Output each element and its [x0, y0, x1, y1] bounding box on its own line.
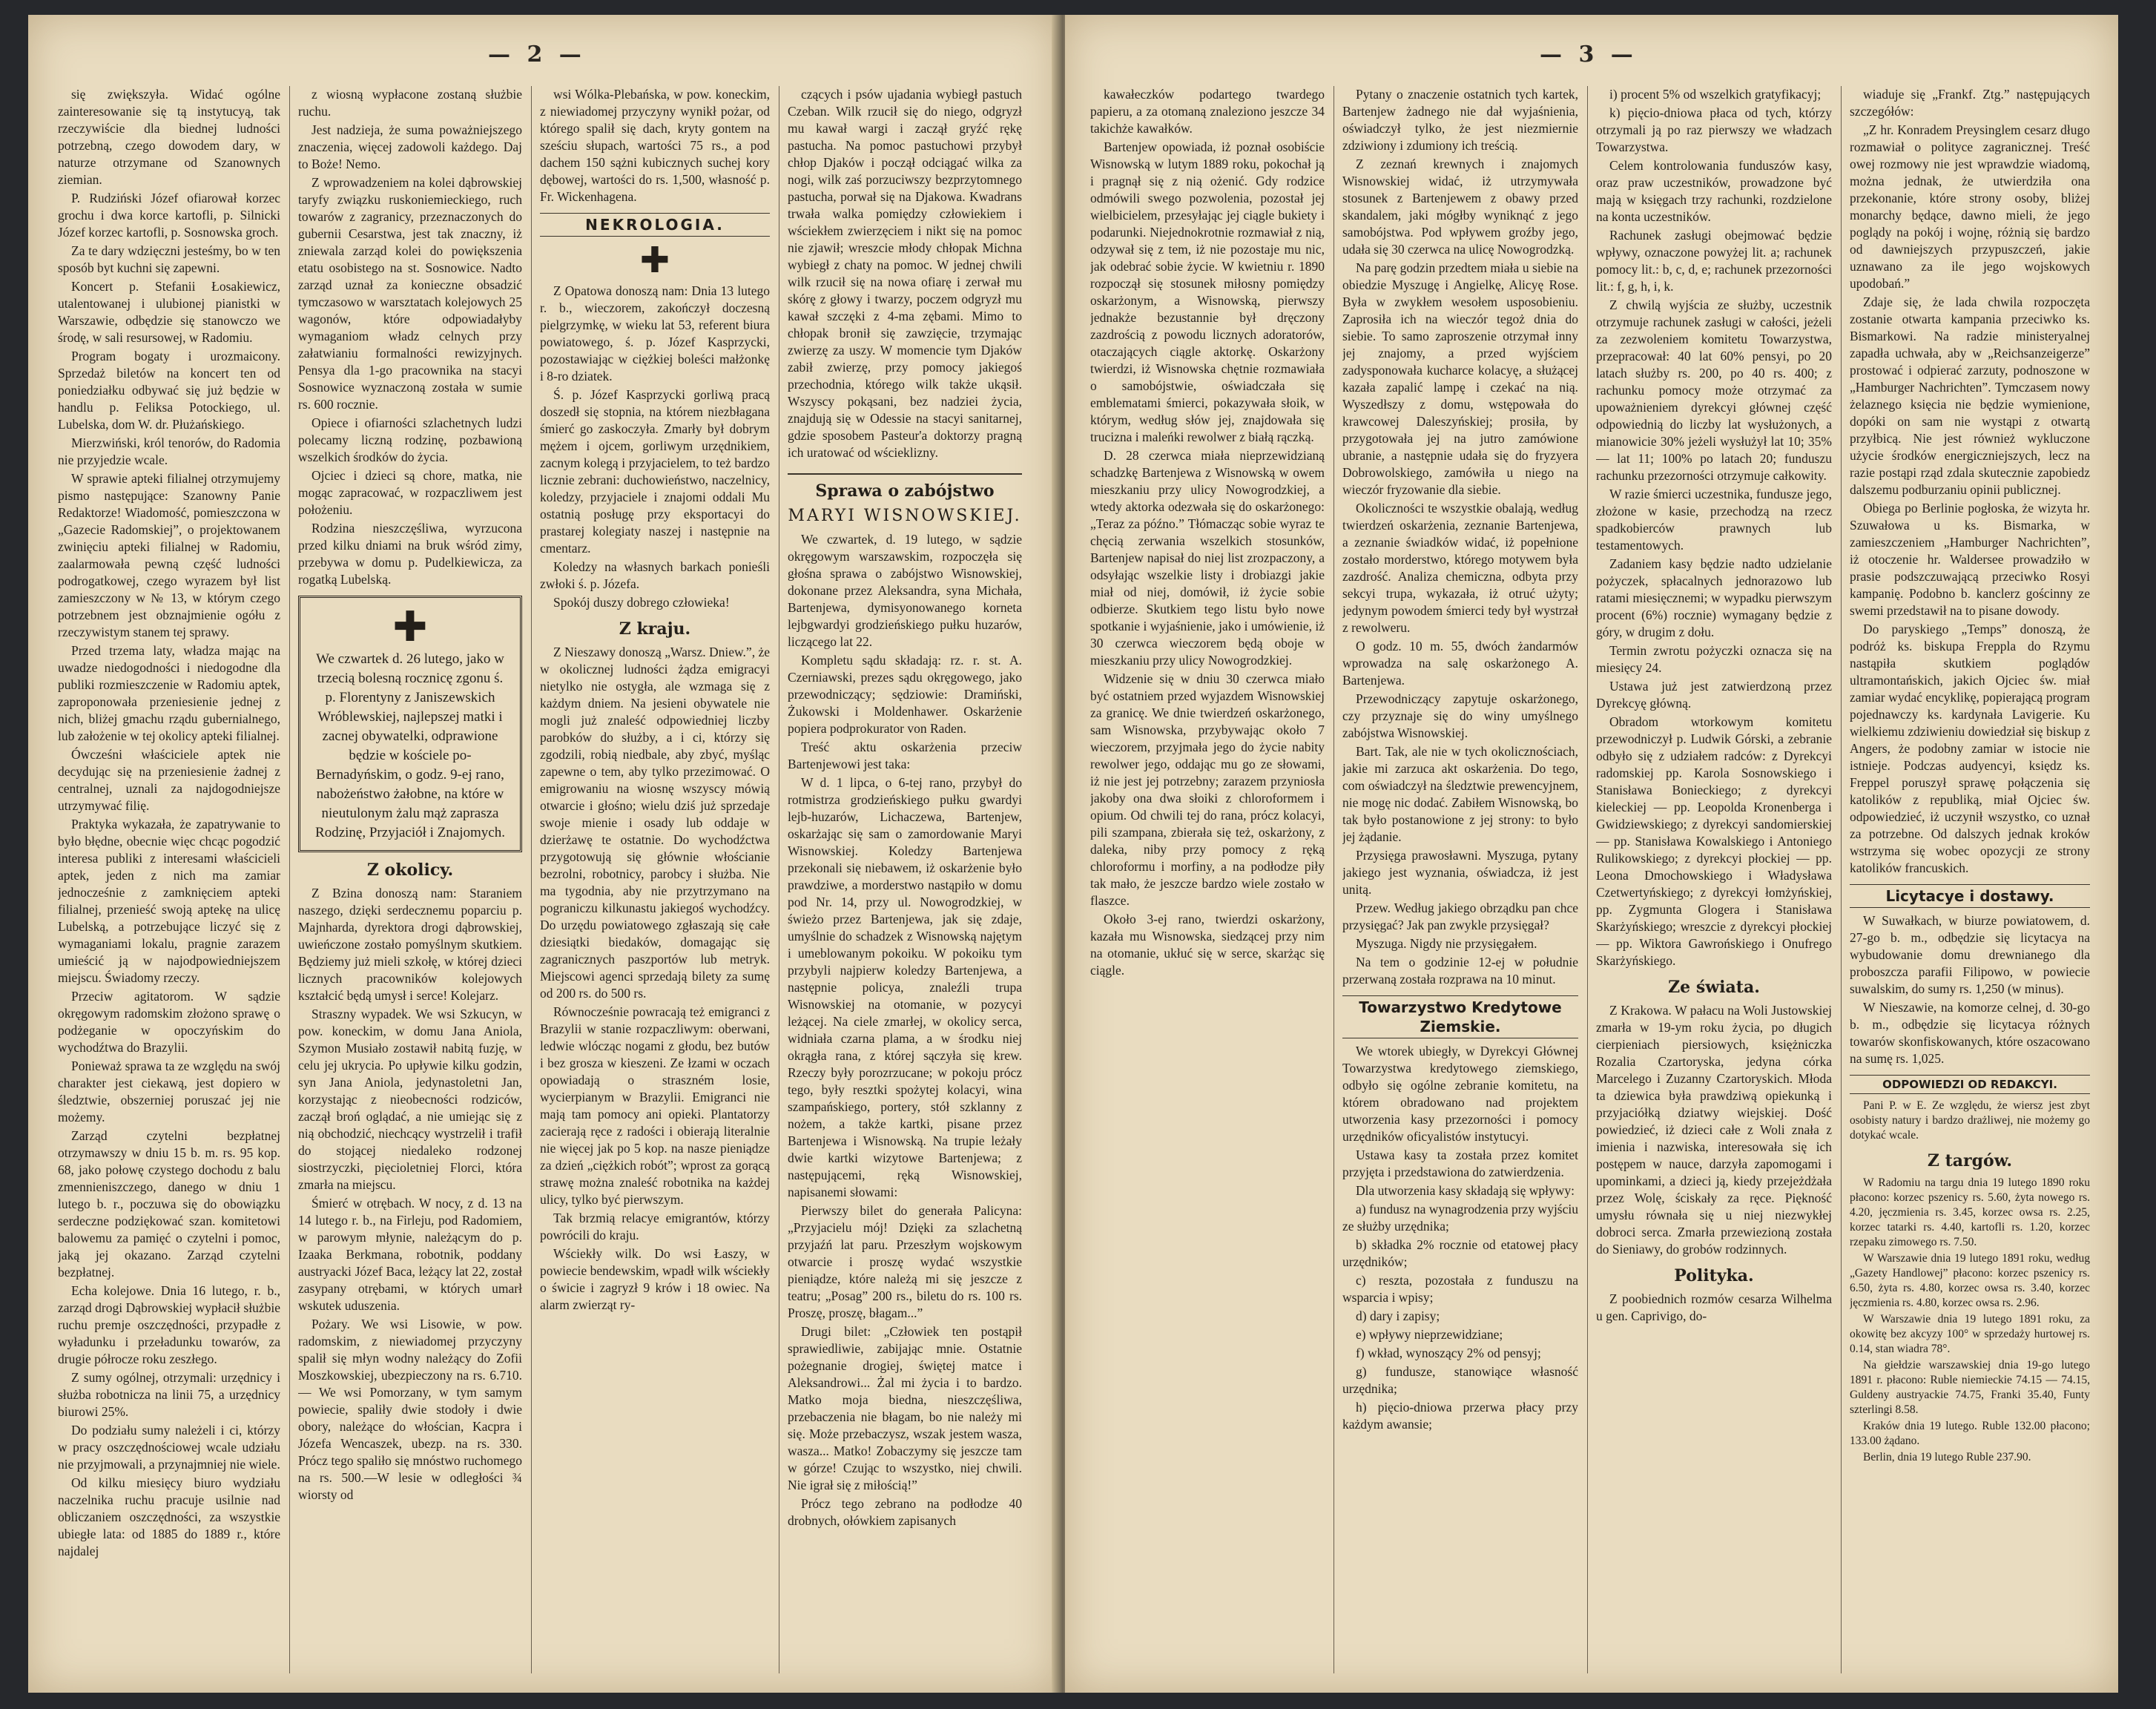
article-paragraph: W Nieszawie, na komorze celnej, d. 30-go b. m., odbędzie się licytacya różnych towarów skonfiskowanych, które oszacowano na sumę rs. 1,025.	[1850, 1000, 2090, 1066]
sprawa-body	[788, 531, 1022, 1529]
article-paragraph: Do paryskiego „Temps” donoszą, że podróż ks. biskupa Freppla do Rzymu nastąpiła skutkiem poglądów ultramontańskich, jakich Ojciec św. miał zamiar wydać encyklikę, popierającą program pojednawczy ks. kardynała Lavigerie. Ku wielkiemu zdziwieniu dowiedział się biskup z Angers, że podobny zamiar w istocie nie istnieje. Podczas audyencyi, księdz ks. Freppel poruszył sprawę połączenia się katolików z republiką, miał Ojciec św. odpowiedzieć, iż uczynił wszystko, co uznał za potrzebne. Od dalszych jednak kroków wstrzyma się wobec opozycji ze strony katolików francuskich.	[1850, 622, 2090, 875]
section-subheading-sprawa: MARYI WISNOWSKIEJ.	[788, 507, 1022, 525]
article-paragraph: W Suwałkach, w biurze powiatowem, d. 27-go b. m., odbędzie się licytacya na wybudowanie domu drewnianego dla proboszcza parafii Filipowo, w powiecie suwalskim, do sumy rs. 1,250 (w minus).	[1850, 913, 2090, 996]
licytacye-body	[1850, 912, 2090, 1067]
article-paragraph: Celem kontrolowania funduszów kasy, oraz praw uczestników, prowadzone być mają w księgach trzy rachunki, rozdzielone na konta uczestników.	[1596, 158, 1832, 224]
article-paragraph: Ówcześni właściciele aptek nie decydując się na przeniesienie żadnej z centralnej, uznali za najdogodniejsze utrzymywać filię.	[58, 747, 280, 813]
article-paragraph: d) dary i zapisy;	[1356, 1308, 1440, 1323]
article-paragraph: Z Bzina donoszą nam: Staraniem naszego, dzięki serdecznemu poparciu p. Majnharda, dyrektora drogi dąbrowskiej, uwieńczone zostało pomyślnym skutkiem. Będziemy już mieli szkołę, w której dzieci licznych pracowników kolejowych kształcić będą umysł i serce! Kolejarz.	[298, 886, 522, 1003]
article-paragraph: Pytany o znaczenie ostatnich tych kartek, Bartenjew żadnego nie dał wyjaśnienia, oświadczył tylko, że jest niezmiernie zdziwiony i zdumiony ich treścią.	[1342, 87, 1578, 153]
article-paragraph: Mierzwiński, król tenorów, do Radomia nie przyjedzie wcale.	[58, 435, 280, 467]
article-paragraph: k) pięcio-dniowa płaca od tych, którzy otrzymali ją po raz pierwszy we władzach Towarzystwa.	[1596, 105, 1832, 154]
article-paragraph: Z poobiednich rozmów cesarza Wilhelma u gen. Caprivigo, do-	[1596, 1291, 1832, 1323]
article-paragraph: Od kilku miesięcy biuro wydziału naczelnika ruchu pracuje usilnie nad obliczaniem oszczędności, za wszystkie ubiegłe lata: od 1885 do 1889 r., które najdalej	[58, 1475, 280, 1558]
article-paragraph: c) reszta, pozostała z funduszu na wsparcia i wpisy;	[1342, 1273, 1578, 1305]
article-paragraph: Zarząd czytelni bezpłatnej otrzymawszy w dniu 15 b. m. rs. 95 kop. 68, jako połowę czystego dochodu z balu zmennieniszczego, danego w dniu 1 lutego b. r., poczuwa się do obowiązku serdeczne podziękować szan. komitetowi balowemu za pamięć o czytelni i pomoc, jaką jej okazano. Zarząd czytelni bezpłatnej.	[58, 1128, 280, 1280]
article-paragraph: Z Nieszawy donoszą „Warsz. Dniew.”, że w okolicznej ludności żądza emigracyi nietylko nie ostygła, ale wzmaga się z każdym dniem. Na jesieni obywatele nie mogli już znaleść odpowiedniej liczby parobków do służby, a i ci, którzy się zgodzili, robią niedbale, aby zbyć, myśląc zapewne o tem, aby tylko przezimować. O emigrowaniu na wiosnę wszyscy mówią otwarcie i głośno; wielu dziś już sprzedaje swoje mienie i osady lub oddaje w dzierżawę te ostatnie. Do wychodźctwa przygotowują się głównie włościanie bezrolni, robotnicy, parobcy i służba. Nie ma tygodnia, aby nie przytrzymano na pograniczu kilkunastu jakiegoś wychodźcy. Do urzędu powiatowego zgłaszają się całe dziesiątki biedaków, domagając się zagranicznych paszportów lub metryk. Miejscowi agenci sprzedają bilety za sumę od 200 rs. do 500 rs.	[540, 645, 770, 1001]
article-paragraph: D. 28 czerwca miała nieprzewidzianą schadzkę Bartenjewa z Wisnowską w owem mieszkaniu przy ulicy Nowogrodzkiej, a wtedy aktorka odezwała się do oskarżonego: „Teraz za późno.” Tłómacząc sobie wyraz te chęcią zerwania wszelkich stosunków, Bartenjew napisał do niej list zrozpaczony, a odsyłając wszelkie listy i drobiazgi jakie miał od niej, domówił, iż życie sobie odbierze. Skutkiem tego listu było nowe spotkanie i wyjaśnienie, jako i umówienie, iż 30 czerwca wieczorem będą oboje w mieszkaniu przy ulicy Nowogrodzkiej.	[1090, 448, 1325, 668]
section-heading-polityka: Polityka.	[1674, 1266, 1754, 1285]
article-paragraph: a) fundusz na wynagrodzenia przy wyjściu ze służby urzędnika;	[1342, 1202, 1578, 1234]
article-paragraph: Równocześnie powracają też emigranci z Brazylii w stanie rozpaczliwym: oberwani, ledwie wlócząc nogami z głodu, bez butów i bez grosza w kieszeni. Ze łzami w oczach opowiadają o straszném losie, wycierpianym w Brazylii. Emigranci nie mają tam pomocy ani opieki. Plantatorzy zacierają ręce z radości i obierają literalnie nie więcej jak po 5 kop. na nasze pieniądze za dzień „ciężkich robót”; wprost za gorącą strawę można znaleść robotnika na każdej ulicy, tylko być pierwszym.	[540, 1004, 770, 1207]
article-paragraph: We wtorek ubiegły, w Dyrekcyi Głównej Towarzystwa kredytowego ziemskiego, odbyło się ogólne zebranie komitetu, na którem obradowano nad projektem utworzenia kasy przezorności i pomocy urzędników oficyalistów instytucyi.	[1342, 1044, 1578, 1144]
article-paragraph: Praktyka wykazała, że zapatrywanie to było błędne, obecnie więc chcąc pogodzić interesa publiki z interesami właścicieli aptek, jeden z nich ma zamiar jednocześnie z zamknięciem apteki filialnej, przenieść swoją aptekę na ulicę Lubelską, a potrzebujące liczyć się z wymaganiami lokalu, pragnie zarazem umieścić ją w najodpowiedniejszem miejscu. Świadomy rzeczy.	[58, 817, 280, 985]
article-paragraph: Wściekły wilk. Do wsi Łaszy, w powiecie bendewskim, wpadł wilk wściekły o świcie i zagryzł 9 krów i 18 owiec. Na alarm zwierząt ry-	[540, 1246, 770, 1312]
article-paragraph: z wiosną wypłacone zostaną służbie ruchu.	[298, 87, 522, 119]
right-column-4	[1850, 86, 2090, 1673]
cross-icon: ✚	[392, 603, 428, 651]
kraj-body	[540, 644, 770, 1314]
article-paragraph: Ustawa już jest zatwierdzoną przez Dyrekcyę główną.	[1596, 679, 1832, 711]
article-paragraph: g) fundusze, stanowiące własność urzędnika;	[1342, 1364, 1578, 1396]
article-paragraph: „Z hr. Konradem Preysinglem cesarz długo rozmawiał o polityce zagranicznej. Treść owej rozmowy nie jest wprawdzie wiadomą, można jednak, że utwierdziła ona przekonanie, które strony osoby, bliżej monarchy będące, dawno mieli, że jego poglądy na pokój i wojnę, różnią się bardzo od dawniejszych przypuszczeń, jakie uznawano za ile jego wojskowych upodobań.”	[1850, 122, 2090, 291]
article-paragraph: W Radomiu na targu dnia 19 lutego 1890 roku płacono: korzec pszenicy rs. 5.60, żyta nowego rs. 4.20, jęczmienia rs. 3.45, korzec owsa rs. 2.25, korzec tatarki rs. 4.40, kartofli rs. 1.20, korzec rzepaku zimowego rs. 7.50.	[1850, 1176, 2090, 1248]
article-paragraph: Przysięga prawosławni. Myszuga, pytany jakiego jest wyznania, oświadcza, iż jest unitą.	[1342, 848, 1578, 897]
article-paragraph: Termin zwrotu pożyczki oznacza się na miesięcy 24.	[1596, 643, 1832, 675]
article-paragraph: Prócz tego zebrano na podłodze 40 drobnych, ołówkiem zapisanych	[788, 1496, 1022, 1528]
article-paragraph: Treść aktu oskarżenia przeciw Bartenjewowi jest taka:	[788, 740, 1022, 771]
article-paragraph: Berlin, dnia 19 lutego Ruble 237.90.	[1863, 1451, 2031, 1463]
left-column-4	[788, 86, 1022, 1673]
column-rule	[1841, 86, 1842, 1673]
right-column-3-top	[1596, 86, 1832, 969]
article-paragraph: Rodzina nieszczęśliwa, wyrzucona przed kilku dniami na bruk wśród zimy, przebywa w domu p. Pudelkiewicza, za rogatką Lubelską.	[298, 521, 522, 587]
article-paragraph: Na tem o godzinie 12-ej w południe przerwaną została rozprawa na 10 minut.	[1342, 955, 1578, 987]
article-paragraph: wsi Wólka-Plebańska, w pow. koneckim, z niewiadomej przyczyny wynikł pożar, od którego spalił się dach, kryty gontem na sześciu słupach, wartości 75 rs., a pod dachem 150 sążni kubicznych suchej kory dębowej, wartości do rs. 1,500, własność p. Fr. Wickenhagena.	[540, 87, 770, 204]
article-paragraph: P. Rudziński Józef ofiarował korzec grochu i dwa korce kartofli, p. Silnicki Józef korzec kartofli, p. Sosnowska groch.	[58, 191, 280, 240]
article-paragraph: h) pięcio-dniowa przerwa płacy przy każdym awansie;	[1342, 1400, 1578, 1432]
left-column-3	[540, 86, 770, 1673]
article-paragraph: Za te dary wdzięczni jesteśmy, bo w ten sposób byt kuchni się zapewni.	[58, 243, 280, 275]
left-column-4-top	[788, 86, 1022, 461]
article-paragraph: Tak brzmią relacye emigrantów, którzy powrócili do kraju.	[540, 1211, 770, 1242]
article-paragraph: Przed trzema laty, władza mając na uwadze niedogodności i niedogodne dla publiki rozmieszczenie w Radomiu aptek, zaproponowała przeniesienie jednej z nich, bliżej gmachu rządu gubernialnego, lub założenie w tej okolicy apteki filialnej.	[58, 643, 280, 743]
article-paragraph: Okoliczności te wszystkie obalają, według twierdzeń oskarżenia, zeznanie Bartenjewa, a zeznanie świadków widać, iż popełnione zostało morderstwo, którego motywem była zazdrość. Analiza chemiczna, odbyta przy sekcyi trupa, wykazała, iż otruć użyty; jedynym powodem śmierci tedy był wystrzał z rewolweru.	[1342, 501, 1578, 635]
article-paragraph: Na parę godzin przedtem miała u siebie na obiedzie Myszugę i Angielkę, Alicyę Rose. Była w zwykłem wesołem usposobieniu. Zaprosiła ich na wieczór tegoż dnia do siebie. To samo zaproszenie otrzymał inny jej znajomy, a przed wyjściem zadysponowała kucharce kolacyę, a służącej kazała zapalić lampę i czekać na nią. Wyszedłszy z domu, wstępowała do krawcowej Daleszyńskiej; prosiła, by przygotowała jej na jutro zamówione ubranie, a następnie udała się do fryzyera Dobrowolskiego, zamówiła u niego na wieczór fryzowanie dla siebie.	[1342, 260, 1578, 497]
right-column-2-top	[1342, 86, 1578, 988]
article-paragraph: Kraków dnia 19 lutego. Ruble 132.00 płacono; 133.00 żądano.	[1850, 1420, 2090, 1447]
article-paragraph: Spokój duszy dobrego człowieka!	[553, 595, 730, 610]
page-number-left: — 2 —	[488, 42, 586, 67]
section-heading-towarzystwo: Towarzystwo Kredytowe Ziemskie.	[1342, 995, 1578, 1038]
article-paragraph: Ustawa kasy ta została przez komitet przyjęta i przedstawiona do zatwierdzenia.	[1342, 1147, 1578, 1179]
right-column-1	[1090, 86, 1325, 1673]
article-paragraph: Ś. p. Józef Kasprzycki gorliwą pracą doszedł się stopnia, na którem niezbłagana śmierć go zaskoczyła. Zmarły był dobrym mężem i ojcem, gorliwym urzędnikiem, zacnym kolegą i przyjacielem, to też bardzo licznie zebrani: duchowieństwo, naczelnicy, koledzy, przyjaciele i znajomi oddali Mu ostatnią posługę przy eksportacyi do prastarej kolegiaty naszej i następnie na cmentarz.	[540, 387, 770, 556]
article-paragraph: W Warszawie dnia 19 lutego 1891 roku, za okowitę bez akcyzy 100° w sprzedaży hurtowej rs. 0.14, stan wiadra 78°.	[1850, 1313, 2090, 1355]
right-page	[1065, 15, 2118, 1693]
article-paragraph: Z wprowadzeniem na kolei dąbrowskiej taryfy związku ruskoniemieckiego, ruch towarów z zagranicy, przeznaczonych do gubernii Cesarstwa, jest tak znaczny, iż zniewala zarząd kolei do powiększenia etatu osobistego na st. Sosnowice. Nadto zarząd uznał za konieczne obsadzić tymczasowo w warsztatach kolejowych 25 wagonów, które odpowiadałyby wymaganiom władz celnych przy załatwianiu formalności rewizyjnych. Pensya dla 1-go pracownika na stacyi Sosnowice wyznaczoną została w sumie rs. 600 rocznie.	[298, 175, 522, 412]
left-column-1	[58, 86, 280, 1673]
article-paragraph: Myszuga. Nigdy nie przysięgałem.	[1356, 936, 1537, 951]
article-paragraph: e) wpływy nieprzewidziane;	[1356, 1327, 1503, 1342]
article-paragraph: Zadaniem kasy będzie nadto udzielanie pożyczek, spłacalnych jednorazowo lub ratami miesięcznemi; w wypadku pierwszym procent (6%) rocznie) wymagany będzie z góry, w drugim z dołu.	[1596, 556, 1832, 639]
article-paragraph: i) procent 5% od wszelkich gratyfikacyj;	[1609, 87, 1822, 102]
article-paragraph: b) składka 2% rocznie od etatowej płacy urzędników;	[1342, 1237, 1578, 1269]
right-column-3	[1596, 86, 1832, 1673]
section-heading-nekrologia: NEKROLOGIA.	[540, 213, 770, 237]
article-paragraph: Koledzy na własnych barkach ponieśli zwłoki ś. p. Józefa.	[540, 559, 770, 591]
left-column-2-top	[298, 86, 522, 588]
obituary-box	[298, 596, 522, 852]
article-paragraph: Do podziału sumy należeli i ci, którzy w pracy oszczędnościowej wcale udziału nie przyjmowali, a przynajmniej nie wiele.	[58, 1423, 280, 1472]
column-rule	[531, 86, 532, 1673]
obituary-text: We czwartek d. 26 lutego, jako w trzecią bolesną rocznicę zgonu ś. p. Florentyny z Janiszewskich Wróblewskiej, najlepszej matki i zacnej obywatelki, odprawione będzie w kościele po-Bernadyńskim, o godz. 9-ej rano, nabożeństwo żałobne, na które w nieutulonym żalu mąż zaprasza Rodzinę, Przyjaciół i Znajomych.	[315, 651, 505, 840]
article-paragraph: O godz. 10 m. 55, dwóch żandarmów wprowadza na salę oskarżonego A. Bartenjewa.	[1342, 639, 1578, 688]
section-heading-targow: Z targów.	[1927, 1151, 2013, 1170]
article-paragraph: Bart. Tak, ale nie w tych okolicznościach, jakie mi zarzuca akt oskarżenia. Do tego, com oświadczył na śledztwie prewencyjnem, nie mogę nic dodać. Zabiłem Wisnowską, bo tak było postanowione z jej strony: to było jej żądanie.	[1342, 744, 1578, 844]
section-heading-kraj: Z kraju.	[619, 619, 691, 639]
column-rule	[289, 86, 290, 1673]
article-paragraph: Z chwilą wyjścia ze służby, uczestnik otrzymuje rachunek zasługi w całości, jeżeli za zezwoleniem komitetu Towarzystwa, przepracował: 40 lat 60% pensyi, po 20 latach służby rs. 200, po 40 rs. 400; z rachunku pomocy może otrzymać za upoważnieniem dyrekcyi głównej część odpowiednią do liczby lat wysłużonych, a mianowicie 30% jeżeli wysłużył lat 10; 35% — lat 11; 100% po latach 20; funduszu rachunku przezorności otrzymuje całkowity.	[1596, 297, 1832, 483]
section-heading-odpowiedzi: ODPOWIEDZI OD REDAKCYI.	[1850, 1075, 2090, 1094]
article-paragraph: Zdaje się, że lada chwila rozpoczęta zostanie otwarta kampania przeciwko ks. Bismarkowi. Na radzie ministeryalnej zapadła uchwała, aby w „Reichsanzeigerze” prostować i odpierać zarzuty, podnoszone w „Hamburger Nachrichten”. Tymczasem nowy żelaznego księcia nie będzie wymienione, dopóki on sam nie wystąpi z otwartą przyłbicą. Nie jest również wykluczone użycie środków energiczniejszych, lecz na razie postąpi rząd zdala skutecznie zapobiedz dalszemu podburzaniu opinii publicznej.	[1850, 294, 2090, 497]
polityka-body	[1596, 1291, 1832, 1325]
article-paragraph: Obiega po Berlinie pogłoska, że wizyta hr. Szuwałowa u ks. Bismarka, w zamieszczeniem „Hamburger Nachrichten”, iż otoczenie hr. Waldersee prowadziło w prasie podszczuwającą przeciwko Rosyi kampanię. Podobno b. kanclerz gościnny ze swemi przedstawił na to pisane dowody.	[1850, 501, 2090, 618]
article-paragraph: się zwiększyła. Widać ogólne zainteresowanie się tą instytucyą, tak rzeczywiście dla biednej ludności potrzebną, czego dowodem dary, w naturze otrzymane od Szanownych ziemian.	[58, 87, 280, 187]
article-paragraph: Opiece i ofiarności szlachetnych ludzi polecamy liczną rodzinę, pozbawioną wszelkich środków do życia.	[298, 415, 522, 464]
article-paragraph: Przewodniczący zapytuje oskarżonego, czy przyznaje się do winy umyślnego zabójstwa Wisnowskiej.	[1342, 691, 1578, 740]
left-column-3-top	[540, 86, 770, 205]
article-paragraph: Około 3-ej rano, twierdzi oskarżony, kazała mu Wisnowska, siedzącej przy nim na otomanie, ukłuć się w serce, skarżąc się ciągle.	[1090, 912, 1325, 978]
article-paragraph: Przew. Według jakiego obrządku pan chce przysięgać? Jak pan zwykle przysięgał?	[1342, 900, 1578, 932]
odpowiedzi-body	[1850, 1099, 2090, 1143]
article-paragraph: kawałeczków podartego twardego papieru, a za otomaną znaleziono jeszcze 34 takichże kawałków.	[1090, 87, 1325, 136]
column-rule	[1587, 86, 1588, 1673]
swiata-body	[1596, 1002, 1832, 1258]
section-heading-sprawa: Sprawa o zabójstwo	[788, 473, 1022, 501]
article-paragraph: Echa kolejowe. Dnia 16 lutego, r. b., zarząd drogi Dąbrowskiej wypłacił służbie ruchu premje oszczędności, przypadłe z wyładunku i przeładunku towarów, za drugie półrocze roku zeszłego.	[58, 1283, 280, 1366]
article-paragraph: Śmierć w otrębach. W nocy, z d. 13 na 14 lutego r. b., na Firleju, pod Radomiem, w parowym młynie, należącym do p. Izaaka Berkmana, robotnik, poddany austryacki Józef Baca, leżący lat 22, został zasypany otrębami, w których umarł wskutek uduszenia.	[298, 1196, 522, 1313]
article-paragraph: wiaduje się „Frankf. Ztg.” następujących szczegółów:	[1850, 87, 2090, 119]
article-paragraph: Koncert p. Stefanii Łosakiewicz, utalentowanej i ulubionej pianistki w Warszawie, odbędzie się stanowczo we środę, w sali resursowej, w Radomiu.	[58, 279, 280, 345]
section-heading-okolicy: Z okolicy.	[366, 860, 454, 880]
targow-body	[1850, 1176, 2090, 1465]
right-column-2	[1342, 86, 1578, 1673]
necrology-body	[540, 283, 770, 611]
left-column-2-bottom	[298, 885, 522, 1504]
article-paragraph: Pani P. w E. Ze względu, że wiersz jest zbyt osobisty natury i bardzo drażliwej, nie możemy go dotykać wcale.	[1850, 1099, 2090, 1142]
article-paragraph: W d. 1 lipca, o 6-tej rano, przybył do rotmistrza grodzieńskiego pułku gwardyi lejb-huzarów, Lichaczewa, Bartenjew, oskarżając się sam o zamordowanie Maryi Wisnowskiej. Koledzy Bartenjewa przekonali się niebawem, iż oskarżenie było prawdziwe, a morderstwo nastąpiło w domu pod Nr. 14, przy ul. Nowogrodzkiej, w świeżo przez Bartenjewa, jak się zdaje, umyślnie do schadzek z Wisnowską najętym i umeblowanym pokoiku. W pokoiku tym przybyli najpierw koledzy Bartenjewa, a następnie policya, znaleźli trupa Wisnowskiej na otomanie, w pozycyi leżącej. Na ciele zmarłej, w okolicy serca, widniała czarna plama, a w środku niej okrągła rana, z której sączyła się krew. Rzeczy były porozrzucane; w pokoju prócz tego, były resztki spożytej kolacyi, wina szampańskiego, portery, stół szklanny z nożem, a także kartki, pisane przez Bartenjewa i Wisnowską. Na trupie leżały dwie kartki wizytowe Bartenjewa; z następującemi, ręką Wisnowskiej, napisanemi słowami:	[788, 775, 1022, 1199]
article-paragraph: W sprawie apteki filialnej otrzymujemy pismo następujące: Szanowny Panie Redaktorze! Wiadomość, pomieszczona w „Gazecie Radomskiej”, o projektowanem zwinięciu apteki filialnej w Radomiu, zaalarmowała pewną część ludności podrogatkowej, czego wyrazem był list zamieszczony w № 13, w którym czego potrzebnem jest obznajmienie ogółu z rzeczywistym stanem tej sprawy.	[58, 471, 280, 639]
article-paragraph: Na giełdzie warszawskiej dnia 19-go lutego 1891 r. płacono: Ruble niemieckie 74.15 — 74.15, Guldeny austryackie 74.75, Franki 35.40, Funty szterlingi 8.58.	[1850, 1359, 2090, 1416]
section-heading-swiata: Ze świata.	[1668, 978, 1760, 997]
article-paragraph: Z Krakowa. W pałacu na Woli Justowskiej zmarła w 19-ym roku życia, po długich cierpieniach piersiowych, księżniczka Rozalia Czartoryska, jedyna córka Marcelego i Zuzanny Czartoryskich. Młoda ta dziewica była prawdziwą opiekunką i przyjaciółką dziatwy wiejskiej. Dość powiedzieć, iż dzieci całe z Woli znała z imienia i nazwiska, interesowała się ich postępem w nauce, darzyła zapomogami i upominkami, a dzieci ją, kiedy przejeżdżała przez Wolę, ściskały za ręce. Piękność umysłu równała się u niej niezwykłej dobroci serca. Zmarła przewiezioną została do Sieniawy, do grobów rodzinnych.	[1596, 1003, 1832, 1257]
article-paragraph: Widzenie się w dniu 30 czerwca miało być ostatniem przed wyjazdem Wisnowskiej za granicę. We dnie twierdzeń oskarżonego, sam Wisnowska, przybywając około 7 wieczorem, przyjmała jego do życie nabity rewolwer jego, oddając mu go ze słowami, iż nie jest jej potrzebny; zarazem przyniosła jakoby ona dwa słoiki z chloroformem i opium. Od chwili tej do rana, prócz kolacyi, pili szampana, zbierała się też, oskarżony, z daleka, niby przy pomocy z ręką chloroformu i morfiny, a na podłodze piły tak mało, że jeszcze bardzo wiele zostało w flaszce.	[1090, 671, 1325, 908]
article-paragraph: Kompletu sądu składają: rz. r. st. A. Czerniawski, prezes sądu okręgowego, jako przewodniczący; sędziowie: Dramiński, Żukowski i Moldenhawer. Oskarżenie popiera podprokurator von Raden.	[788, 653, 1022, 736]
article-paragraph: czących i psów ujadania wybiegł pastuch Czeban. Wilk rzucił się do niego, odgryzł mu kawał wargi i zaczął gryźć rękę pastucha. Na pomoc pastuchowi przybył chłop Djaków i począł odciągać wilka za nogi, wilk zaś porzuciwszy bezprzytomnego pastucha, porwał się na Djakowa. Kwadrans trwała walka pomiędzy człowiekiem i wściekłem zwierzęciem i nikt się na pomoc nie zjawił; wreszcie młody chłopak Michna wybiegł z chaty na pomoc. W jednej chwili wilk rzucił się na nowa ofiarę i zerwał mu skórę z głowy i twarzy, poczem odgryzł mu kawał szczęki z 4-ma zębami. Mimo to chłopak bronił się zawzięcie, trzymając zwierzę za uszy. W momencie tym Djaków zabił zwierzę, przy pomocy jakiegoś przechodnia, którego wilk także ukąsił. Wszyscy pokąsani, bez nadziei życia, znajdują się w Odessie na stacyi sanitarnej, gdzie sposobem Pasteur'a doktorzy pragną ich uratować od wścieklizny.	[788, 87, 1022, 460]
article-paragraph: Straszny wypadek. We wsi Szkucyn, w pow. koneckim, w domu Jana Aniola, Szymon Musiało zostawił nabitą fuzję, w celu jej ukrycia. Po upływie kilku godzin, syn Jana Aniola, jedynastoletni Jan, korzystając z nieobecności rodziców, zaczął broń oglądać, a nie umiejąc się z nią obchodzić, niechcący wystrzelił i trafił do stojącej niedaleko rodzonej siostrzyczki, pięcioletniej Florci, która zmarła na miejscu.	[298, 1007, 522, 1192]
article-paragraph: Obradom wtorkowym komitetu przewodniczył p. Ludwik Górski, a zebranie odbyło się z udziałem radców: z Dyrekcyi radomskiej pp. Karola Sosnowskiego i Stanisława Bonieckiego; z dyrekcyi kieleckiej — pp. Leopolda Kronenberga i Gwidziewskiego; z dyrekcyi sandomierskiej — pp. Stanisława Kowalskiego i Antoniego Rulikowskiego; z dyrekcyi płockiej — pp. Leona Dmochowskiego i Władysława Czetwertyńskiego; z dyrekcyi łomżyńskiej, pp. Zygmunta Glogera i Stanisława Skarżyńskiego; wreszcie z dyrekcyi płockiej — pp. Wiktora Gawrońskiego i Onufrego Skarżyńskiego.	[1596, 714, 1832, 968]
cross-icon: ✚	[639, 240, 670, 281]
article-paragraph: Z zeznań krewnych i znajomych Wisnowskiej widać, iż utrzymywała stosunek z Bartenjewem z obawy przed skandalem, jaki mógłby wyniknąć z jego samobójstwa. Pod wpływem groźby jego, udała się 30 czerwca na ulicę Nowogrodzką.	[1342, 157, 1578, 257]
article-paragraph: Ponieważ sprawa ta ze względu na swój charakter jest ciekawą, jest dopiero w śledztwie, obszerniej poruszać jej nie możemy.	[58, 1058, 280, 1124]
article-paragraph: Z sumy ogólnej, otrzymali: urzędnicy i służba robotnicza na linii 75, a urzędnicy biurowi 25%.	[58, 1370, 280, 1419]
right-column-4-top	[1850, 86, 2090, 877]
article-paragraph: W Warszawie dnia 19 lutego 1891 roku, według „Gazety Handlowej” płacono: korzec pszenicy rs. 6.50, żyta rs. 4.80, korzec owsa rs. 3.40, korzec jęczmienia rs. 4.80, korzec owsa rs. 2.96.	[1850, 1252, 2090, 1309]
article-paragraph: Drugi bilet: „Człowiek ten postąpił sprawiedliwie, zabijając mnie. Ostatnie pożegnanie drogiej, świętej matce i Aleksandrowi... Żal mi życia i to bardzo. Matko moja biedna, nieszczęśliwa, przebaczenia nie błagam, bo nie należy mi się. Może przebaczysz, wszak jestem wasza, wasza... Matko! Zobaczymy się jeszcze tam w górze! Czując to wszystko, niej chwili. Nie igrał się z miłością!”	[788, 1324, 1022, 1492]
article-paragraph: Pierwszy bilet do generała Palicyna: „Przyjacielu mój! Dzięki za szlachetną przyjaźń lat paru. Przeszłym wojskowym otwarcie i proszę wydać wszystkie pieniądze, które należą mi się jeszcze z teatru; „Posag” 200 rs., biletu do rs. 100 rs. Proszę, proszę, błagam...”	[788, 1203, 1022, 1320]
article-paragraph: Jest nadzieja, że suma poważniejszego znaczenia, więcej zadowoli każdego. Daj to Boże! Nemo.	[298, 122, 522, 171]
left-page	[28, 15, 1058, 1693]
article-paragraph: W razie śmierci uczestnika, fundusze jego, złożone w kasie, przechodzą na rzecz spadkobierców prawnych lub testamentowych.	[1596, 487, 1832, 553]
section-heading-licytacye: Licytacye i dostawy.	[1850, 884, 2090, 908]
article-paragraph: Z Opatowa donoszą nam: Dnia 13 lutego r. b., wieczorem, zakończył doczesną pielgrzymkę, w wieku lat 53, referent biura powiatowego, ś. p. Józef Kasprzycki, pozostawiając w ciężkiej boleści małżonkę i 8-ro dziatek.	[540, 283, 770, 383]
page-number-right: — 3 —	[1540, 42, 1638, 67]
article-paragraph: Pożary. We wsi Lisowie, w pow. radomskim, z niewiadomej przyczyny spalił się młyn wodny należący do Zofii Moszkowskiej, ubezpieczony na rs. 6.710. — We wsi Pomorzany, w tym samym powiecie, spaliły dwie stodoły i dwie obory, należące do włościan, Kacpra i Józefa Wencaszek, ubezp. na rs. 330. Prócz tego spaliło się mnóstwo ruchomego na rs. 500.—W lesie w odległości ¾ wiorsty od	[298, 1317, 522, 1502]
article-paragraph: Przeciw agitatorom. W sądzie okręgowym radomskim złożono sprawę o podżeganie w opoczyńskim do wychodźtwa do Brazylii.	[58, 989, 280, 1055]
article-paragraph: Dla utworzenia kasy składają się wpływy:	[1356, 1183, 1575, 1198]
article-paragraph: We czwartek, d. 19 lutego, w sądzie okręgowym warszawskim, rozpoczęła się głośna sprawa o zabójstwo Wisnowskiej, dokonane przez Aleksandra, syna Michała, Bartenjewa, dymisyonowanego korneta lejbgwardyi grodzieńskiego pułku huzarów, liczącego lat 22.	[788, 532, 1022, 649]
left-column-2	[298, 86, 522, 1673]
article-paragraph: Ojciec i dzieci są chore, matka, nie mogąc zapracować, w rozpaczliwem jest położeniu.	[298, 468, 522, 517]
article-paragraph: Rachunek zasługi obejmować będzie wpływy, oznaczone powyżej lit. a; rachunek pomocy lit.: b, c, d, e; rachunek przezorności lit.: f, g, h, i, k.	[1596, 228, 1832, 294]
article-paragraph: Program bogaty i urozmaicony. Sprzedaż biletów na koncert ten od poniedziałku odbywać się już będzie w handlu p. Feliksa Potockiego, ul. Lubelska, dom W. dr. Płużańskiego.	[58, 349, 280, 432]
article-paragraph: Bartenjew opowiada, iż poznał osobiście Wisnowską w lutym 1889 roku, pokochał ją i pragnął się z nią ożenić. Gdy rodzice odmówili swego pozwolenia, pozostał jej wielbicielem, przesyłając jej ciągle bukiety i podarunki. Niejednokrotnie rozmawiał z nią, odzywał się z tem, iż nie pozostaje mu nic, jak odebrać sobie życie. W kwietniu r. 1890 rozpoczął się stosunek miłosny pomiędzy oskarżonym, a Wisnowską, pierwszy jednakże bezustannie był dręczony zazdrością z powodu licznych adoratorów, otaczających ciągle aktorkę. Oskarżony twierdzi, iż Wisnowska chętnie rozmawiała o samobójstwie, oświadczała się emblematami śmierci, pokazywała słoik, w którym, według słów jej, znajdowała się trucizna i maleńki rewolwer z białą rączką.	[1090, 139, 1325, 444]
towarzystwo-body	[1342, 1043, 1578, 1433]
article-paragraph: f) wkład, wynoszący 2% od pensyj;	[1356, 1346, 1541, 1360]
